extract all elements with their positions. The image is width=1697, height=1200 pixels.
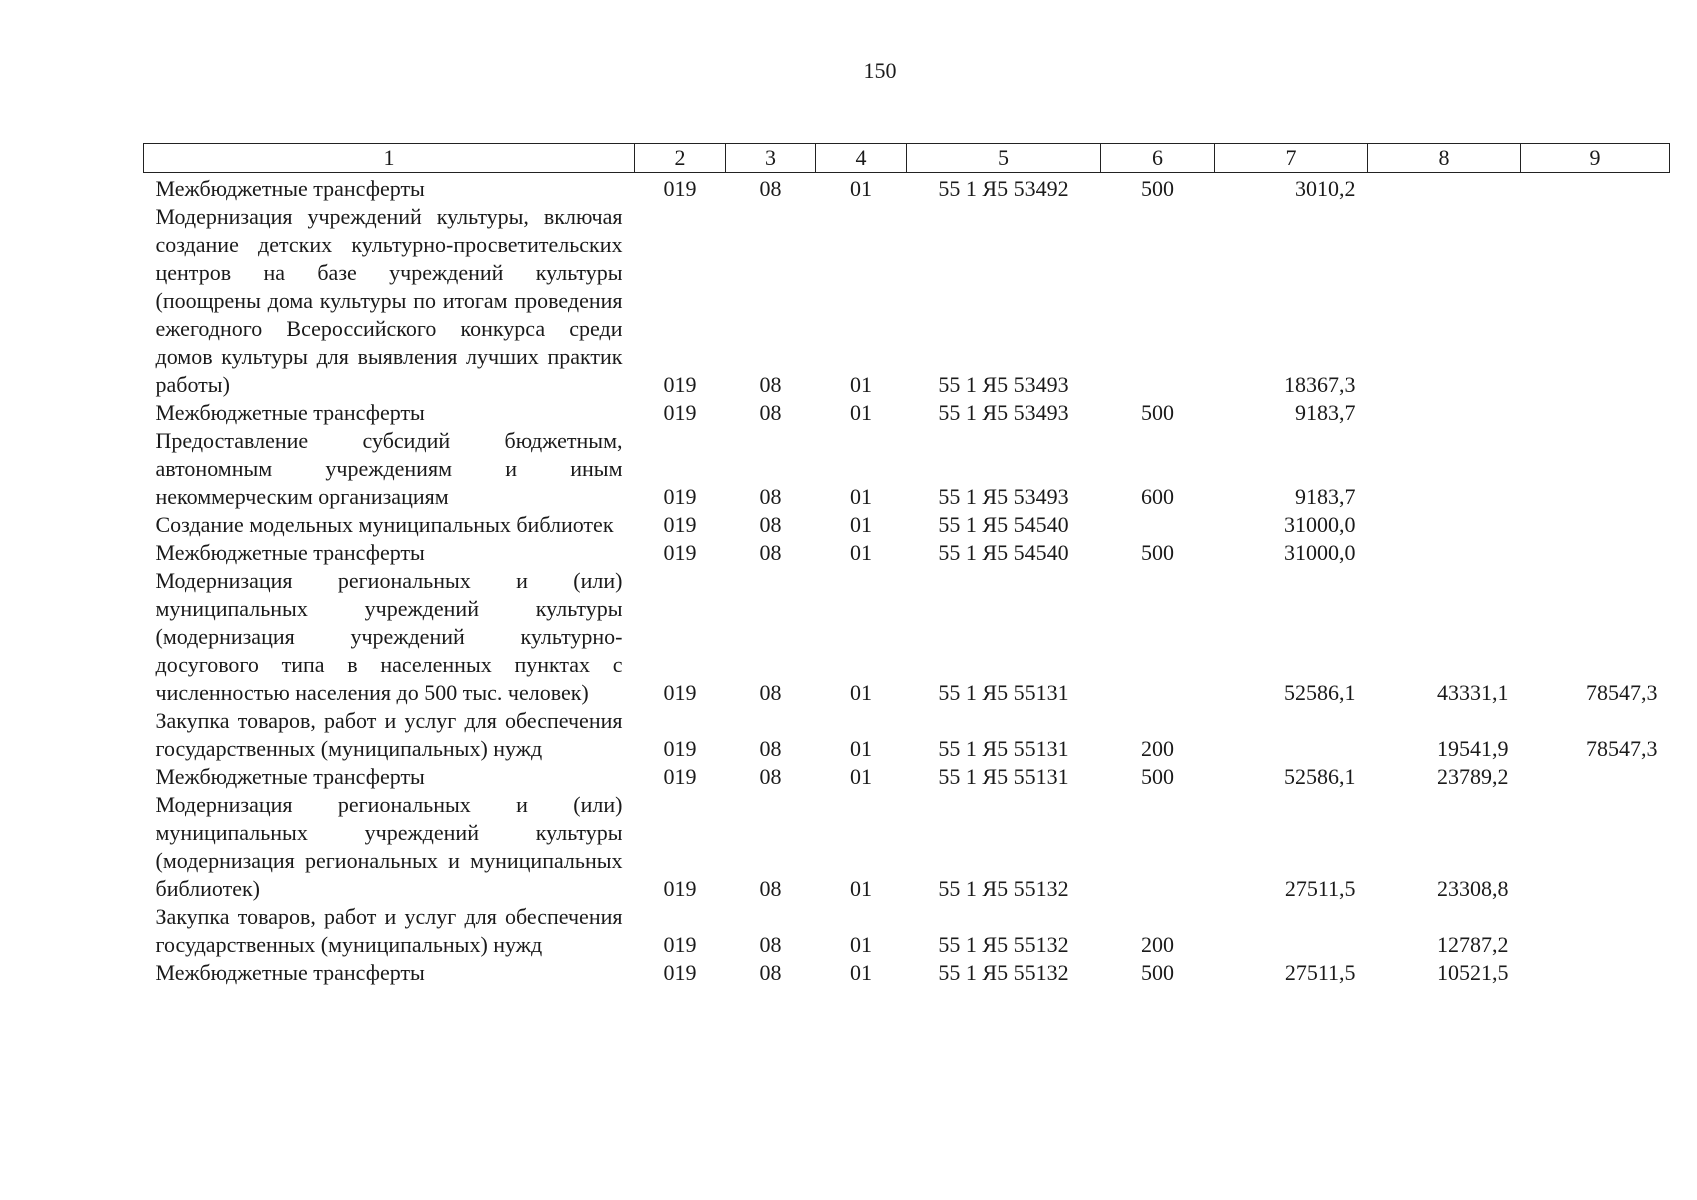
row-value-col9-cell [1521, 511, 1670, 539]
row-value-col7-cell: 3010,2 [1295, 176, 1356, 201]
row-expense-type-cell [1101, 567, 1215, 707]
row-subsection-cell: 01 [850, 400, 872, 425]
row-expense-type-cell: 500 [1141, 176, 1174, 201]
row-code-cell: 019 [663, 932, 697, 957]
row-subsection-cell: 01 [850, 932, 872, 957]
row-name-cell: Межбюджетные трансферты [155, 540, 425, 565]
table-row [144, 903, 1670, 959]
row-target-article-cell: 55 1 Я5 53493 [938, 400, 1069, 425]
row-section-cell: 08 [759, 764, 782, 789]
row-value-col8-cell [1368, 399, 1521, 427]
column-header-7: 7 [1215, 144, 1368, 173]
row-target-article-cell: 55 1 Я5 55131 [938, 764, 1069, 789]
row-value-col7-cell: 27511,5 [1284, 960, 1356, 985]
table-body [144, 173, 1670, 988]
column-header-8: 8 [1368, 144, 1521, 173]
row-value-col8-cell: 19541,9 [1437, 736, 1509, 761]
row-section-cell: 08 [759, 400, 782, 425]
row-subsection-cell: 01 [850, 372, 872, 397]
row-code-cell: 019 [663, 736, 697, 761]
row-expense-type-cell: 600 [1141, 484, 1174, 509]
table-row [144, 399, 1670, 427]
row-expense-type-cell: 500 [1141, 400, 1174, 425]
row-value-col8-cell: 23308,8 [1437, 876, 1509, 901]
row-subsection-cell: 01 [850, 960, 872, 985]
row-target-article-cell: 55 1 Я5 55132 [938, 876, 1069, 901]
row-expense-type-cell: 500 [1141, 960, 1174, 985]
row-code-cell: 019 [663, 484, 697, 509]
row-name-cell: Предоставление субсидий бюджетным, автономным учреждениям и иным некоммерческим организациям [155, 428, 623, 509]
column-header-2: 2 [635, 144, 726, 173]
row-expense-type-cell [1101, 791, 1215, 903]
row-subsection-cell: 01 [850, 764, 872, 789]
header-row [144, 144, 1670, 173]
row-value-col7-cell: 9183,7 [1295, 400, 1356, 425]
table-header [144, 144, 1670, 173]
row-name-cell: Межбюджетные трансферты [155, 400, 425, 425]
row-value-col9-cell [1521, 173, 1670, 204]
column-header-1: 1 [144, 144, 635, 173]
table-row [144, 707, 1670, 763]
row-target-article-cell: 55 1 Я5 54540 [938, 540, 1069, 565]
row-expense-type-cell: 500 [1141, 764, 1174, 789]
row-code-cell: 019 [663, 540, 697, 565]
column-header-5: 5 [907, 144, 1101, 173]
row-expense-type-cell: 500 [1141, 540, 1174, 565]
table-row [144, 567, 1670, 707]
row-value-col7-cell [1215, 903, 1368, 959]
row-name-cell: Межбюджетные трансферты [155, 764, 425, 789]
row-section-cell: 08 [759, 512, 782, 537]
row-value-col9-cell: 78547,3 [1586, 736, 1658, 761]
table-row [144, 427, 1670, 511]
row-value-col9-cell [1521, 427, 1670, 511]
table-row [144, 511, 1670, 539]
row-name-cell: Закупка товаров, работ и услуг для обеспечения государственных (муниципальных) нужд [155, 708, 623, 761]
row-value-col9-cell: 78547,3 [1586, 680, 1658, 705]
row-subsection-cell: 01 [850, 512, 872, 537]
row-value-col9-cell [1521, 903, 1670, 959]
row-section-cell: 08 [759, 736, 782, 761]
row-value-col8-cell: 43331,1 [1437, 680, 1509, 705]
column-header-6: 6 [1101, 144, 1215, 173]
row-value-col8-cell: 23789,2 [1437, 764, 1509, 789]
row-name-cell: Модернизация учреждений культуры, включая создание детских культурно-просветительских центров на базе учреждений культуры (поощрены дома культуры по итогам проведения ежегодного Всероссийского конкурса среди домов культуры для выявления лучших практик работы) [155, 204, 623, 397]
row-section-cell: 08 [759, 372, 782, 397]
row-code-cell: 019 [663, 372, 697, 397]
row-code-cell: 019 [663, 764, 697, 789]
row-section-cell: 08 [759, 932, 782, 957]
row-name-cell: Закупка товаров, работ и услуг для обеспечения государственных (муниципальных) нужд [155, 904, 623, 957]
row-value-col7-cell: 9183,7 [1295, 484, 1356, 509]
row-subsection-cell: 01 [850, 736, 872, 761]
column-header-3: 3 [726, 144, 816, 173]
table-row [144, 203, 1670, 399]
row-target-article-cell: 55 1 Я5 54540 [938, 512, 1069, 537]
table-row [144, 959, 1670, 987]
row-value-col8-cell: 12787,2 [1437, 932, 1509, 957]
row-target-article-cell: 55 1 Я5 55132 [938, 932, 1069, 957]
row-subsection-cell: 01 [850, 176, 872, 201]
row-code-cell: 019 [663, 960, 697, 985]
row-expense-type-cell [1101, 203, 1215, 399]
row-value-col7-cell: 52586,1 [1284, 764, 1356, 789]
budget-table-container [143, 143, 1669, 987]
row-name-cell: Модернизация региональных и (или) муниципальных учреждений культуры (модернизация региональных и муниципальных библиотек) [155, 792, 623, 901]
column-header-9: 9 [1521, 144, 1670, 173]
row-code-cell: 019 [663, 176, 697, 201]
row-subsection-cell: 01 [850, 484, 872, 509]
row-value-col8-cell [1368, 539, 1521, 567]
row-value-col8-cell [1368, 511, 1521, 539]
table-row [144, 539, 1670, 567]
row-value-col8-cell [1368, 203, 1521, 399]
row-value-col7-cell: 27511,5 [1284, 876, 1356, 901]
row-code-cell: 019 [663, 400, 697, 425]
row-target-article-cell: 55 1 Я5 53493 [938, 484, 1069, 509]
row-expense-type-cell: 200 [1141, 932, 1174, 957]
row-target-article-cell: 55 1 Я5 55132 [938, 960, 1069, 985]
column-header-4: 4 [816, 144, 907, 173]
row-section-cell: 08 [759, 484, 782, 509]
row-name-cell: Межбюджетные трансферты [155, 960, 425, 985]
row-value-col8-cell [1368, 173, 1521, 204]
row-subsection-cell: 01 [850, 540, 872, 565]
table-row [144, 791, 1670, 903]
row-code-cell: 019 [663, 512, 697, 537]
table-row [144, 173, 1670, 204]
row-value-col9-cell [1521, 539, 1670, 567]
row-section-cell: 08 [759, 540, 782, 565]
row-value-col8-cell: 10521,5 [1437, 960, 1509, 985]
row-expense-type-cell [1101, 511, 1215, 539]
page-number: 150 [863, 58, 897, 83]
budget-table [143, 143, 1670, 987]
row-code-cell: 019 [663, 876, 697, 901]
row-section-cell: 08 [759, 876, 782, 901]
row-value-col9-cell [1521, 959, 1670, 987]
row-value-col7-cell: 52586,1 [1284, 680, 1356, 705]
row-section-cell: 08 [759, 680, 782, 705]
row-name-cell: Создание модельных муниципальных библиотек [155, 512, 614, 537]
row-value-col8-cell [1368, 427, 1521, 511]
row-value-col7-cell [1215, 707, 1368, 763]
row-expense-type-cell: 200 [1141, 736, 1174, 761]
row-value-col7-cell: 31000,0 [1284, 512, 1356, 537]
row-value-col9-cell [1521, 763, 1670, 791]
row-value-col7-cell: 18367,3 [1284, 372, 1356, 397]
row-value-col9-cell [1521, 203, 1670, 399]
row-subsection-cell: 01 [850, 876, 872, 901]
row-name-cell: Модернизация региональных и (или) муниципальных учреждений культуры (модернизация учреждений культурно-досугового типа в населенных пунктах с численностью населения до 500 тыс. человек) [155, 568, 623, 705]
row-value-col7-cell: 31000,0 [1284, 540, 1356, 565]
row-subsection-cell: 01 [850, 680, 872, 705]
row-section-cell: 08 [759, 960, 782, 985]
row-target-article-cell: 55 1 Я5 53493 [938, 372, 1069, 397]
row-target-article-cell: 55 1 Я5 53492 [938, 176, 1069, 201]
row-target-article-cell: 55 1 Я5 55131 [938, 736, 1069, 761]
row-code-cell: 019 [663, 680, 697, 705]
row-value-col9-cell [1521, 399, 1670, 427]
table-row [144, 763, 1670, 791]
row-name-cell: Межбюджетные трансферты [155, 176, 425, 201]
row-section-cell: 08 [759, 176, 782, 201]
row-value-col9-cell [1521, 791, 1670, 903]
row-target-article-cell: 55 1 Я5 55131 [938, 680, 1069, 705]
